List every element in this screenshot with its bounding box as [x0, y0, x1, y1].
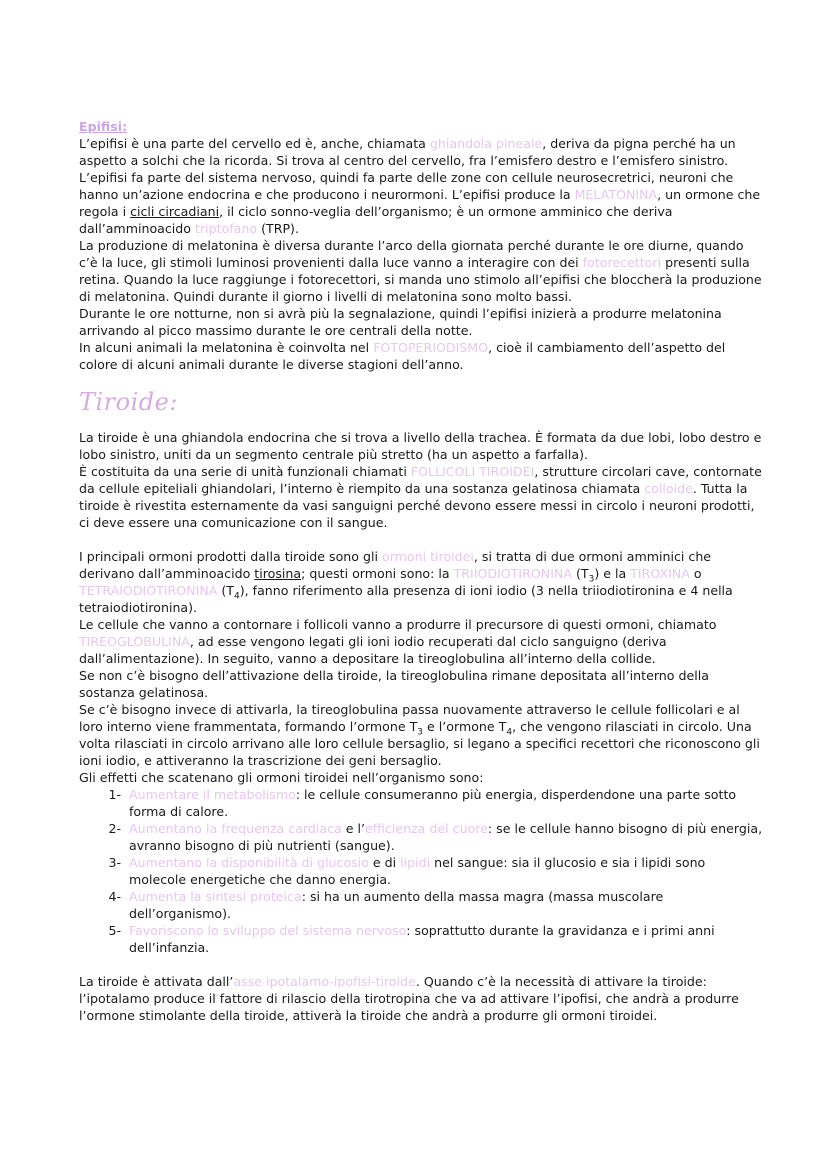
highlighted-term: TRIIODIOTIRONINA: [453, 566, 572, 581]
highlighted-term: MELATONINA: [574, 187, 658, 202]
paragraph: La tiroide è una ghiandola endocrina che si trova a livello della trachea. È formata da due lobi, lobo destro e lobo sinistro, uniti da un segmento centrale più stretto (ha un aspetto a farfalla).: [79, 430, 762, 462]
highlighted-term: lipidi: [400, 855, 431, 870]
highlighted-term: Aumentano la disponibilità di glucosio: [129, 855, 369, 870]
paragraph: Durante le ore notturne, non si avrà più la segnalazione, quindi l’epifisi inizierà a produrre melatonina arrivando al picco massimo durante le ore centrali della notte.: [79, 306, 722, 338]
highlighted-term: TIREOGLOBULINA: [79, 634, 190, 649]
paragraph: Se non c’è bisogno dell’attivazione della tiroide, la tireoglobulina rimane depositata all’interno della sostanza gelatinosa.: [79, 668, 709, 700]
highlighted-term: Aumenta la sintesi proteica: [129, 889, 302, 904]
highlighted-term: FOTOPERIODISMO: [373, 340, 489, 355]
highlighted-term: Favoriscono lo sviluppo del sistema nervoso: [129, 923, 407, 938]
document-body: [79, 118, 763, 1024]
list-number: 5-: [108, 923, 121, 938]
highlighted-term: colloide: [644, 481, 693, 496]
list-number: 4-: [108, 889, 121, 904]
paragraph: Gli effetti che scatenano gli ormoni tiroidei nell’organismo sono:: [79, 770, 484, 785]
highlighted-term: Aumentare il metabolismo: [129, 787, 296, 802]
highlighted-term: TIROXINA: [630, 566, 690, 581]
highlighted-term: ghiandola pineale: [429, 136, 543, 151]
list-number: 3-: [108, 855, 121, 870]
list-item: 5- Favoriscono lo sviluppo del sistema nervoso: soprattutto durante la gravidanza e i primi anni dell’infanzia.: [79, 922, 763, 956]
highlighted-term: efficienza del cuore: [365, 821, 488, 836]
highlighted-term: FOLLICOLI TIROIDEI: [410, 464, 535, 479]
paragraph: In alcuni animali la melatonina è coinvolta nel FOTOPERIODISMO, cioè il cambiamento dell’aspetto del colore di alcuni animali durante le diverse stagioni dell’anno.: [79, 340, 726, 372]
highlighted-term: triptofano: [195, 221, 258, 236]
highlighted-term: TETRAIODIOTIRONINA: [79, 583, 218, 598]
highlighted-term: Aumentano la frequenza cardiaca: [129, 821, 342, 836]
paragraph: La tiroide è attivata dall’asse ipotalamo-ipofisi-tiroide. Quando c’è la necessità di attivare la tiroide: l’ipotalamo produce il fattore di rilascio della tirotropina che va ad attivare l’ipofisi, che andrà a produrre l’ormone stimolante della tiroide, attiverà la tiroide che andrà a produrre gli ormoni tiroidei.: [79, 974, 739, 1023]
paragraph-spacer: [79, 956, 763, 973]
list-number: 2-: [108, 821, 121, 836]
highlighted-term: ormoni tiroidei: [381, 549, 474, 564]
highlighted-term: fotorecettori: [582, 255, 662, 270]
list-item: 4- Aumenta la sintesi proteica: si ha un aumento della massa magra (massa muscolare dell’organismo).: [79, 888, 763, 922]
paragraph: Se c’è bisogno invece di attivarla, la tireoglobulina passa nuovamente attraverso le cellule follicolari e al loro interno viene frammentata, formando l’ormone $T_3$ e l’ormone $T_4$, che vengono rilasciati in circolo. Una volta rilasciati in circolo arrivano alle loro cellule bersaglio, si legano a specifici recettori che riconoscono gli ioni iodio, e attiveranno la trascrizione dei geni bersaglio.: [79, 702, 760, 768]
paragraph: L’epifisi fa parte del sistema nervoso, quindi fa parte delle zone con cellule neurosecretrici, neuroni che hanno un’azione endocrina e che producono i neurormoni. L’epifisi produce la MELATONINA, un ormone che regola i cicli circadiani, il ciclo sonno-veglia dell’organismo; è un ormone amminico che deriva dall’amminoacido triptofano (TRP).: [79, 170, 761, 236]
section-heading-tiroide: Tiroide:: [79, 388, 178, 416]
underlined-term: cicli circadiani: [130, 204, 220, 219]
paragraph: La produzione di melatonina è diversa durante l’arco della giornata perché durante le ore diurne, quando c’è la luce, gli stimoli luminosi provenienti dalla luce vanno a interagire con dei fotorecettori presenti sulla retina. Quando la luce raggiunge i fotorecettori, si manda uno stimolo all’epifisi che bloccherà la produzione di melatonina. Quindi durante il giorno i livelli di melatonina sono molto bassi.: [79, 238, 762, 304]
list-item: 2- Aumentano la frequenza cardiaca e l’efficienza del cuore: se le cellule hanno bisogno di più energia, avranno bisogno di più nutrienti (sangue).: [79, 820, 763, 854]
effects-list: [79, 786, 763, 956]
highlighted-term: asse ipotalamo-ipofisi-tiroide: [233, 974, 416, 989]
section-heading-epifisi: Epifisi:: [79, 119, 128, 134]
paragraph-spacer: [79, 531, 763, 548]
list-item: 1- Aumentare il metabolismo: le cellule consumeranno più energia, disperdendone una parte sotto forma di calore.: [79, 786, 763, 820]
paragraph: Le cellule che vanno a contornare i follicoli vanno a produrre il precursore di questi ormoni, chiamato TIREOGLOBULINA, ad esse vengono legati gli ioni iodio recuperati dal ciclo sanguigno (deriva dall’alimentazione). In seguito, vanno a depositare la tireoglobulina all’interno della collide.: [79, 617, 717, 666]
list-item: 3- Aumentano la disponibilità di glucosio e di lipidi nel sangue: sia il glucosio e sia i lipidi sono molecole energetiche che danno energia.: [79, 854, 763, 888]
paragraph: L’epifisi è una parte del cervello ed è, anche, chiamata ghiandola pineale, deriva da pigna perché ha un aspetto a solchi che la ricorda. Si trova al centro del cervello, fra l’emisfero destro e l’emisfero sinistro.: [79, 136, 736, 168]
list-number: 1-: [108, 787, 121, 802]
paragraph: I principali ormoni prodotti dalla tiroide sono gli ormoni tiroidei, si tratta di due ormoni amminici che derivano dall’amminoacido tirosina; questi ormoni sono: la TRIIODIOTIRONINA $(T_3)$ e la TIROXINA o TETRAIODIOTIRONINA $(T_4)$, fanno riferimento alla presenza di ioni iodio (3 nella triiodiotironina e 4 nella tetraiodiotironina).: [79, 549, 733, 615]
paragraph: È costituita da una serie di unità funzionali chiamati FOLLICOLI TIROIDEI, strutture circolari cave, contornate da cellule epiteliali ghiandolari, l’interno è riempito da una sostanza gelatinosa chiamata colloide. Tutta la tiroide è rivestita esternamente da vasi sanguigni perché devono essere messi in circolo i neuroni prodotti, ci deve essere una comunicazione con il sangue.: [79, 464, 762, 530]
underlined-term: tirosina: [254, 566, 302, 581]
